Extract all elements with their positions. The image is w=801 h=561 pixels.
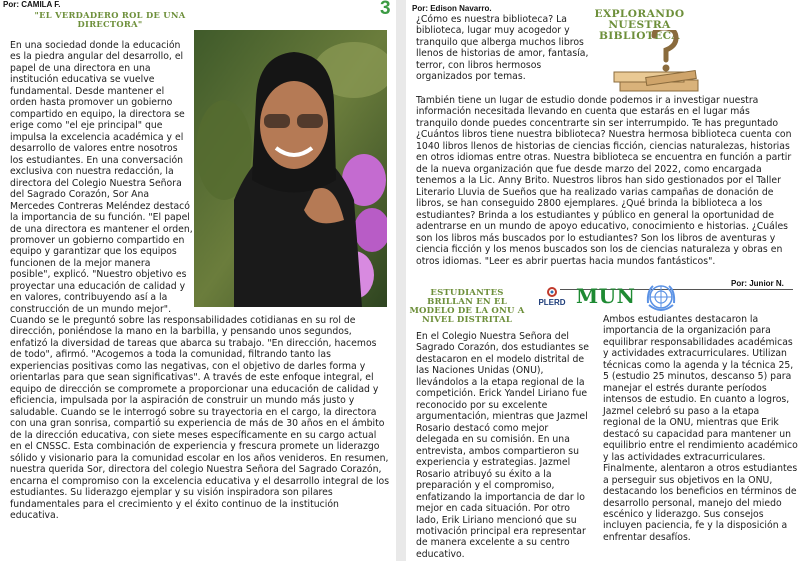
library-article-author: Por: Edison Navarro.: [412, 4, 492, 13]
director-article-body-text: Cuando se le preguntó sobre las responsabilidades cotidianas en su rol de dirección, poniéndose la mano en la barbilla, y pensando unos segundos, enfatizó la diversidad de tareas que abarca su trabajo. "En dirección, hacemos de todo", afirmó. "Acogemos a toda la comunidad, filtrando tanto las experiencias positivas como las negativas, con el objetivo de darles forma y orientarlas para que sean significativas". A través de este enfoque integral, el equipo de dirección se compromete a proporcionar una educación de calidad y eficiencia, impulsada por la aspiración de construir un mundo más justo y saludable. Cuando se le interrogó sobre su trayectoria en el cargo, la directora con una gran sonrisa, compartió su experiencia de más de 30 años en el ámbito de la dirección educativa, con siete meses específicamente en su cargo actual en el CNSSC. Esta combinación de experiencia y frescura promete un liderazgo sólido y visionario para la comunidad escolar en los años venideros. En resumen, nuestra querida Sor, directora del colegio Nuestra Señora del Sagrado Corazón, encarna el compromiso con la excelencia educativa y el desarrollo integral de los estudiantes. Su liderazgo ejemplar y su visión inspiradora son pilares fundamentales para el crecimiento y el éxito continuo de la institución educativa.: [10, 315, 390, 521]
plerd-logo: [535, 286, 569, 310]
onu-article-column-1-text: En el Colegio Nuestra Señora del Sagrado Corazón, dos estudiantes se destacaron en el modelo distrital de las Naciones Unidas (ONU), llevándolos a la etapa regional de la competición. Erick Yandel Liriano fue reconocido por su excelente argumentación, mientras que Jazmel Rosario destacó como mejor delegada en su comisión. En una entrevista, ambos compartieron su experiencia y estrategias. Jazmel Rosario atribuyó su éxito a la preparación y el compromiso, enfatizando la importancia de dar lo mejor en cada situación. Por otro lado, Erik Liriano mencionó que su motivación principal era representar de manera excelente a su centro educativo.: [416, 331, 589, 560]
left-article-author: Por: CAMILA F.: [3, 0, 61, 9]
onu-article-headline: ESTUDIANTES BRILLAN EN EL MODELO DE LA ONU A NIVEL DISTRITAL: [409, 288, 525, 325]
onu-article-column-2: [603, 314, 799, 543]
director-article-intro-text: En una sociedad donde la educación es la piedra angular del desarrollo, el papel de una directora en una institución educativa se vuelve fundamental. Desde mantener el orden hasta promover un gobierno compartido en equipo, la directora se erige como "el eje principal" que impulsa la excelencia académica y el desarrollo de valores entre nosotros los estudiantes. En una conversación exclusiva con nuestra redacción, la directora del Colegio Nuestra Señora del Sagrado Corazón, Sor Ana Mercedes Contreras Meléndez destacó la importancia de su función. "El papel de una directora es mantener el orden, promover un gobierno compartido en equipo y garantizar que los equipos funcionen de la mejor manera posible", explicó. "Nuestro objetivo es proyectar una educación de calidad y en valores, contribuyendo así a la construcción de un mundo mejor".: [10, 40, 193, 315]
library-article-body-text: También tiene un lugar de estudio donde podemos ir a investigar nuestra información necesitada llevando en cuenta que estarás en el lugar más tranquilo donde puedes concentrarte sin ser interrumpido. Te has preguntado ¿Cuántos libros tiene nuestra biblioteca? Nuestra hermosa biblioteca cuenta con 1040 libros llenos de historias de ciencias ficción, ciencias naturalezas, historias en otros idiomas entre otras. Nuestra biblioteca se encuentra en función a partir de la nueva organización que fue desde marzo del 2022, como encargada tenemos a la Lic. Anny Brito. Nuestros libros han sido gestionados por el Taller Literario Lluvia de Sueños que ha realizado varias campañas de donación de libros, se han conseguido 2800 ejemplares. ¿Qué brinda la biblioteca a los estudiantes? Brinda a los estudiantes y público en general la oportunidad de adentrarse en un mundo de apoyo educativo, conocimiento e historias. ¿Cuáles son los libros más buscados por lo estudiantes? Son los libros de aventuras y ciencia ficción y los menos buscados son los de ciencias naturaleza y obras en otros idiomas. "Leer es abrir puertas hacia mundos fantásticos".: [416, 95, 792, 267]
director-portrait-photo: [194, 30, 387, 307]
un-emblem-icon: [643, 283, 679, 315]
onu-article-author: Por: Junior N.: [731, 279, 784, 288]
director-article-body: [10, 315, 390, 521]
director-article-headline: "EL VERDADERO ROL DE UNA DIRECTORA": [34, 10, 186, 29]
plerd-logo-text: PLERD: [538, 298, 566, 307]
library-article-intro: [416, 14, 591, 83]
library-article-body: [416, 95, 794, 267]
onu-article-column-1: [416, 331, 594, 560]
library-article-headline: EXPLORANDO NUESTRA BIBLIOTECA: [594, 8, 685, 43]
director-article-intro: [10, 40, 193, 315]
mun-logo: MUN: [576, 284, 636, 308]
onu-article-column-2-text: Ambos estudiantes destacaron la importancia de la organización para equilibrar responsabilidades académicas y actividades extracurriculares. Utilizan técnicas como la agenda y la técnica 25, 5 (estudio 25 minutos, descanso 5) para manejar el estrés durante períodos intensos de estudio. En cuanto a logros, Jazmel celebró su paso a la etapa regional de la ONU, mientras que Erik destacó su capacidad para mantener un equilibrio entre el rendimiento académico y las actividades extracurriculares. Finalmente, alentaron a otros estudiantes a perseguir sus objetivos en la ONU, destacando los beneficios en términos de desarrollo personal, manejo del miedo escénico y liderazgo. Sus consejos incluyen paciencia, fe y la disposición a enfrentar desafíos.: [603, 314, 798, 543]
page-number: 3: [380, 0, 391, 19]
books-question-mark-illustration: [606, 30, 710, 93]
library-article-intro-text: ¿Cómo es nuestra biblioteca? La biblioteca, lugar muy acogedor y tranquilo que alberga muchos libros llenos de historias de amor, fantasía, terror, con libros hermosos organizados por temas.: [416, 14, 589, 83]
